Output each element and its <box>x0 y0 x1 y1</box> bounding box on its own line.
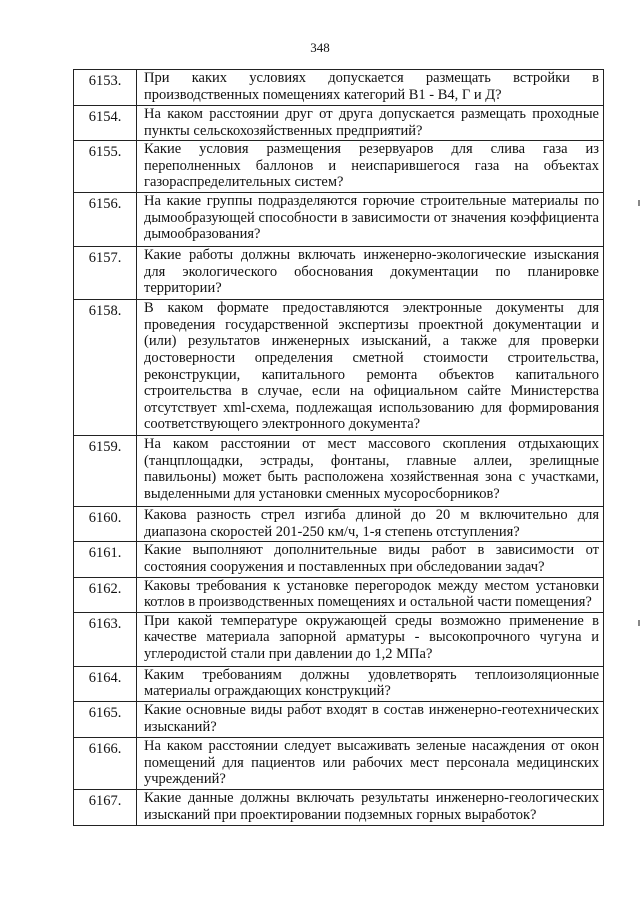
question-number: 6160. <box>74 507 137 542</box>
table-row <box>74 701 604 737</box>
question-text: Какие работы должны включать инженерно-экологические изыскания для экологического обоснования документации по планировке территории? <box>137 247 604 300</box>
table-row <box>74 247 604 300</box>
question-text: На каком расстоянии следует высаживать зеленые насаждения от окон помещений для пациентов или рабочих мест персонала медицинских учреждений? <box>137 737 604 789</box>
questions-table <box>73 69 604 826</box>
table-row <box>74 577 604 612</box>
question-text: Какова разность стрел изгиба длиной до 20 м включительно для диапазона скоростей 201-250 км/ч, 1-я степень отступления? <box>137 507 604 542</box>
question-text: На каком расстоянии от мест массового скопления отдыхающих (танцплощадки, эстрады, фонтаны, главные аллеи, зрелищные павильоны) может быть расположена хозяйственная зона с участками, выделенными для установки сменных мусоросборников? <box>137 436 604 507</box>
question-text: Каким требованиям должны удовлетворять теплоизоляционные материалы ограждающих конструкций? <box>137 666 604 701</box>
question-text: В каком формате предоставляются электронные документы для проведения государственной экспертизы проектной документации и (или) результатов инженерных изысканий, а также для проверки достоверности определения сметной стоимости строительства, реконструкции, капитального ремонта объектов капитального строительства в случае, если на официальном сайте Министерства отсутствует xml-схема, подлежащая использованию для формирования соответствующего электронного документа? <box>137 300 604 436</box>
question-number: 6157. <box>74 247 137 300</box>
table-row <box>74 70 604 106</box>
table-row <box>74 106 604 141</box>
page-number: 348 <box>310 40 330 55</box>
question-number: 6163. <box>74 612 137 666</box>
question-text: На какие группы подразделяются горючие строительные материалы по дымообразующей способности в зависимости от значения коэффициента дымообразования? <box>137 193 604 247</box>
question-number: 6153. <box>74 70 137 106</box>
question-text: На каком расстоянии друг от друга допускается размещать проходные пункты сельскохозяйственных предприятий? <box>137 106 604 141</box>
question-text: При какой температуре окружающей среды возможно применение в качестве материала запорной арматуры - высокопрочного чугуна и углеродистой стали при давлении до 1,2 МПа? <box>137 612 604 666</box>
question-text: При каких условиях допускается размещать встройки в производственных помещениях категорий В1 - В4, Г и Д? <box>137 70 604 106</box>
question-number: 6154. <box>74 106 137 141</box>
question-number: 6162. <box>74 577 137 612</box>
table-row <box>74 737 604 789</box>
table-row <box>74 193 604 247</box>
question-text: Какие условия размещения резервуаров для слива газа из переполненных баллонов и неиспарившегося газа на объектах газораспределительных систем? <box>137 141 604 193</box>
table-row <box>74 666 604 701</box>
question-number: 6159. <box>74 436 137 507</box>
table-row <box>74 789 604 825</box>
table-row <box>74 141 604 193</box>
question-number: 6166. <box>74 737 137 789</box>
question-number: 6155. <box>74 141 137 193</box>
question-text: Каковы требования к установке перегородок между местом установки котлов в производственных помещениях и остальной части помещения? <box>137 577 604 612</box>
table-row <box>74 507 604 542</box>
table-row <box>74 542 604 577</box>
question-number: 6158. <box>74 300 137 436</box>
question-number: 6165. <box>74 701 137 737</box>
question-text: Какие данные должны включать результаты инженерно-геологических изысканий при проектировании подземных горных выработок? <box>137 789 604 825</box>
question-number: 6161. <box>74 542 137 577</box>
question-text: Какие основные виды работ входят в состав инженерно-геотехнических изысканий? <box>137 701 604 737</box>
question-number: 6164. <box>74 666 137 701</box>
table-row <box>74 612 604 666</box>
table-row <box>74 436 604 507</box>
table-row <box>74 300 604 436</box>
question-number: 6156. <box>74 193 137 247</box>
question-text: Какие выполняют дополнительные виды работ в зависимости от состояния сооружения и поставленных при обследовании задач? <box>137 542 604 577</box>
question-number: 6167. <box>74 789 137 825</box>
